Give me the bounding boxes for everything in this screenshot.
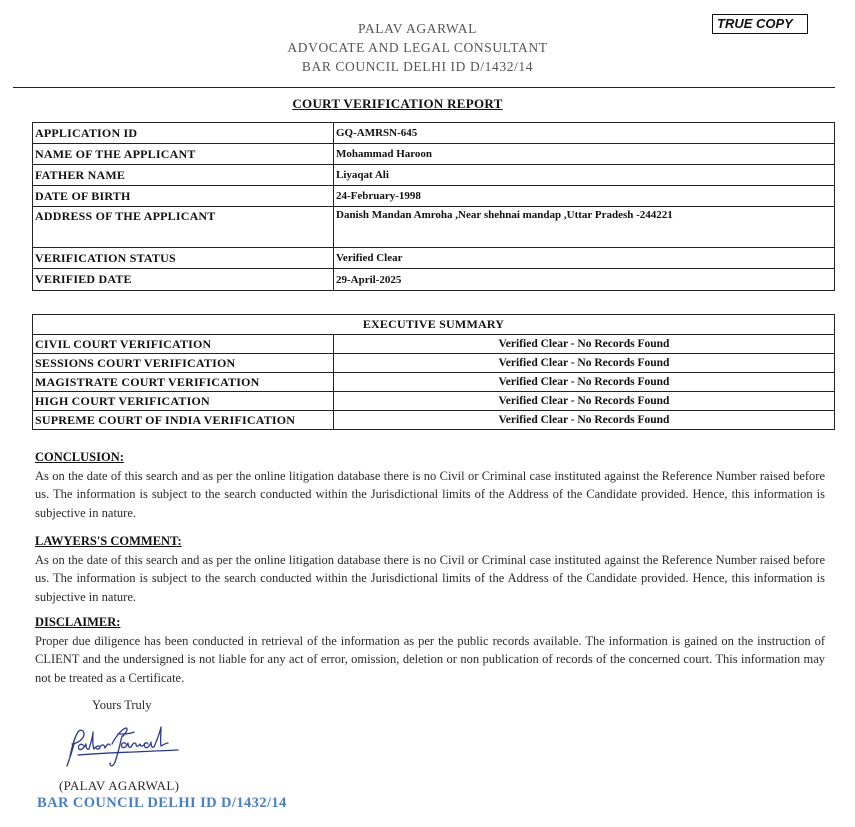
verification-label: SESSIONS COURT VERIFICATION [33, 354, 334, 373]
verification-result: Verified Clear - No Records Found [334, 373, 835, 392]
table-row [33, 144, 835, 165]
table-row [33, 354, 835, 373]
field-value: Liyaqat Ali [334, 165, 835, 186]
advocate-name: PALAV AGARWAL [358, 21, 477, 36]
verification-label: HIGH COURT VERIFICATION [33, 392, 334, 411]
field-value: GQ-AMRSN-645 [334, 123, 835, 144]
field-value: Verified Clear [334, 248, 835, 269]
verification-result: Verified Clear - No Records Found [334, 335, 835, 354]
summary-heading: EXECUTIVE SUMMARY [33, 315, 835, 335]
lawyers-comment-section [35, 532, 825, 606]
disclaimer-text: Proper due diligence has been conducted in retrieval of the information as per the public records available. The information is gained on the instruction of CLIENT and the undersigned is not liable for any act of error, omission, deletion or non publication of records of the concerned court. This information may not be treated as a Certificate. [35, 633, 825, 685]
field-label: VERIFIED DATE [33, 269, 334, 291]
table-row [33, 392, 835, 411]
verification-label: SUPREME COURT OF INDIA VERIFICATION [33, 411, 334, 430]
conclusion-heading: CONCLUSION: [35, 450, 124, 464]
table-row [33, 269, 835, 291]
verification-label: MAGISTRATE COURT VERIFICATION [33, 373, 334, 392]
disclaimer-section [35, 613, 825, 687]
conclusion-section [35, 448, 825, 522]
field-label: NAME OF THE APPLICANT [33, 144, 334, 165]
verification-result: Verified Clear - No Records Found [334, 392, 835, 411]
verification-label: CIVIL COURT VERIFICATION [33, 335, 334, 354]
closing-salutation: Yours Truly [92, 698, 152, 712]
field-label: VERIFICATION STATUS [33, 248, 334, 269]
field-label: ADDRESS OF THE APPLICANT [33, 207, 334, 248]
disclaimer-heading: DISCLAIMER: [35, 615, 121, 629]
table-row [33, 123, 835, 144]
report-title: COURT VERIFICATION REPORT [292, 96, 503, 111]
verification-result: Verified Clear - No Records Found [334, 354, 835, 373]
table-row [33, 373, 835, 392]
field-value: Mohammad Haroon [334, 144, 835, 165]
table-row [33, 335, 835, 354]
lawyers-comment-heading: LAWYERS'S COMMENT: [35, 534, 182, 548]
field-label: FATHER NAME [33, 165, 334, 186]
table-row [33, 186, 835, 207]
footer-bar-council-id: BAR COUNCIL DELHI ID D/1432/14 [37, 795, 287, 811]
table-row [33, 248, 835, 269]
field-label: APPLICATION ID [33, 123, 334, 144]
signer-name: (PALAV AGARWAL) [59, 778, 180, 793]
table-header-row [33, 315, 835, 335]
lawyers-comment-text: As on the date of this search and as per the online litigation database there is no Civil or Criminal case instituted against the Reference Number raised before us. The information is subject to the search conducted within the Jurisdictional limits of the Address of the Candidate provided. Hence, this information is subjective in nature. [35, 552, 825, 604]
field-label: DATE OF BIRTH [33, 186, 334, 207]
field-value: 24-February-1998 [334, 186, 835, 207]
table-row [33, 411, 835, 430]
executive-summary-table [32, 314, 835, 430]
table-row [33, 207, 835, 248]
bar-council-id: BAR COUNCIL DELHI ID D/1432/14 [301, 59, 534, 74]
true-copy-stamp: TRUE COPY [712, 14, 808, 34]
field-value: Danish Mandan Amroha ,Near shehnai mandap ,Uttar Pradesh -244221 [334, 207, 835, 248]
handwritten-signature [60, 722, 190, 772]
verification-result: Verified Clear - No Records Found [334, 411, 835, 430]
conclusion-text: As on the date of this search and as per the online litigation database there is no Civil or Criminal case instituted against the Reference Number raised before us. The information is subject to the search conducted within the Jurisdictional limits of the Address of the Candidate provided. Hence, this information is subjective in nature. [35, 468, 825, 520]
applicant-details-table [32, 122, 835, 291]
field-value: 29-April-2025 [334, 269, 835, 291]
advocate-title: ADVOCATE AND LEGAL CONSULTANT [287, 40, 548, 55]
header-divider [13, 87, 835, 88]
table-row [33, 165, 835, 186]
